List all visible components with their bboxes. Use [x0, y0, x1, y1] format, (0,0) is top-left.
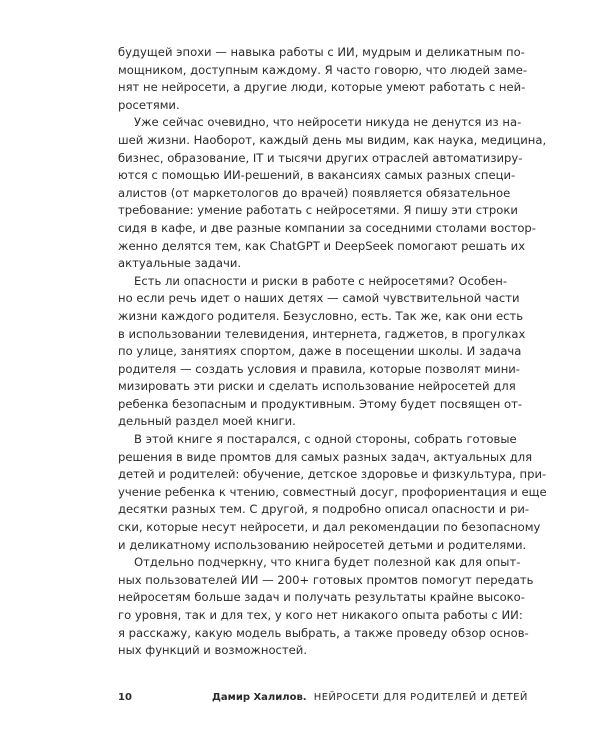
text-line: я расскажу, какую модель выбрать, а также проведу обзор основ- [118, 625, 529, 640]
text-line: ются с помощью ИИ-решений, в вакансиях самых разных специ- [118, 168, 516, 183]
text-line: по улице, занятиях спортом, даже в посещении школы. И задача [118, 344, 522, 359]
text-line: сидя в кафе, и две разные компании за соседними столами востор- [118, 220, 536, 235]
text-line: актуальные задачи. [118, 256, 242, 271]
text-line: ски, которые несут нейросети, и дал рекомендации по безопасному [118, 520, 541, 535]
text-line: бизнес, образование, IT и тысячи других отраслей автоматизиру- [118, 150, 523, 165]
text-line: Уже сейчас очевидно, что нейросети никуда не денутся из на- [134, 115, 522, 130]
text-line: ных функций и возможностей. [118, 643, 308, 658]
text-line: алистов (от маркетологов до врачей) появляется обязательное [118, 185, 511, 200]
text-line: жизни каждого родителя. Безусловно, есть. Так же, как они есть [118, 308, 524, 323]
author-name: Дамир Халилов. [212, 692, 307, 703]
text-line: детей и родителей: обучение, детское здоровье и физкультура, при- [118, 467, 547, 482]
text-line: женно делятся тем, как ChatGPT и DeepSeek помогают решать их [118, 238, 526, 253]
text-line: Есть ли опасности и риски в работе с нейросетями? Особен- [134, 273, 508, 288]
book-title: НЕЙРОСЕТИ ДЛЯ РОДИТЕЛЕЙ И ДЕТЕЙ [313, 692, 528, 703]
text-line: росетями. [118, 97, 180, 112]
text-line: Отдельно подчеркну, что книга будет полезной как для опыт- [134, 555, 521, 570]
page-footer [118, 690, 528, 706]
text-line: ных пользователей ИИ — 200+ готовых промтов помогут передать [118, 572, 534, 587]
paragraph-3 [118, 273, 526, 431]
paragraph-2 [118, 114, 547, 272]
paragraph-1 [118, 44, 528, 114]
text-line: дельный раздел моей книги. [118, 414, 296, 429]
text-line: В этой книге я постарался, с одной стороны, собрать готовые [134, 432, 517, 447]
running-head [212, 690, 528, 706]
text-line: родителя — создать условия и правила, которые позволят мини- [118, 361, 520, 376]
body-text [118, 44, 547, 660]
text-line: решения в виде промтов для самых разных задач, актуальных для [118, 449, 533, 464]
text-line: нят не нейросети, а другие люди, которые умеют работать с ней- [118, 80, 526, 95]
paragraph-5 [118, 554, 534, 660]
text-line: но если речь идет о наших детях — самой чувствительной части [118, 291, 520, 306]
text-line: требование: умение работать с нейросетями. Я пишу эти строки [118, 203, 518, 218]
paragraph-4 [118, 431, 547, 554]
text-line: нейросетям больше задач и получать результаты крайне высоко- [118, 590, 525, 605]
text-line: и деликатному использованию нейросетей детьми и родителями. [118, 537, 527, 552]
text-line: в использовании телевидения, интернета, гаджетов, в прогулках [118, 326, 526, 341]
text-line: шей жизни. Наоборот, каждый день мы видим, как наука, медицина, [118, 132, 547, 147]
text-line: десятки разных тем. С другой, я подробно описал опасности и ри- [118, 502, 530, 517]
text-line: мощником, доступным каждому. Я часто говорю, что людей заме- [118, 62, 528, 77]
text-line: мизировать эти риски и сделать использование нейросетей для [118, 379, 516, 394]
text-line: ребенка безопасным и продуктивным. Этому будет посвящен от- [118, 396, 523, 411]
text-line: го уровня, так и для тех, у кого нет никакого опыта работы с ИИ: [118, 608, 523, 622]
text-line: будущей эпохи — навыка работы с ИИ, мудрым и деликатным по- [118, 45, 525, 59]
page-number: 10 [118, 692, 132, 703]
text-line: учение ребенка к чтению, совместный досуг, профориентация и еще [118, 484, 547, 499]
